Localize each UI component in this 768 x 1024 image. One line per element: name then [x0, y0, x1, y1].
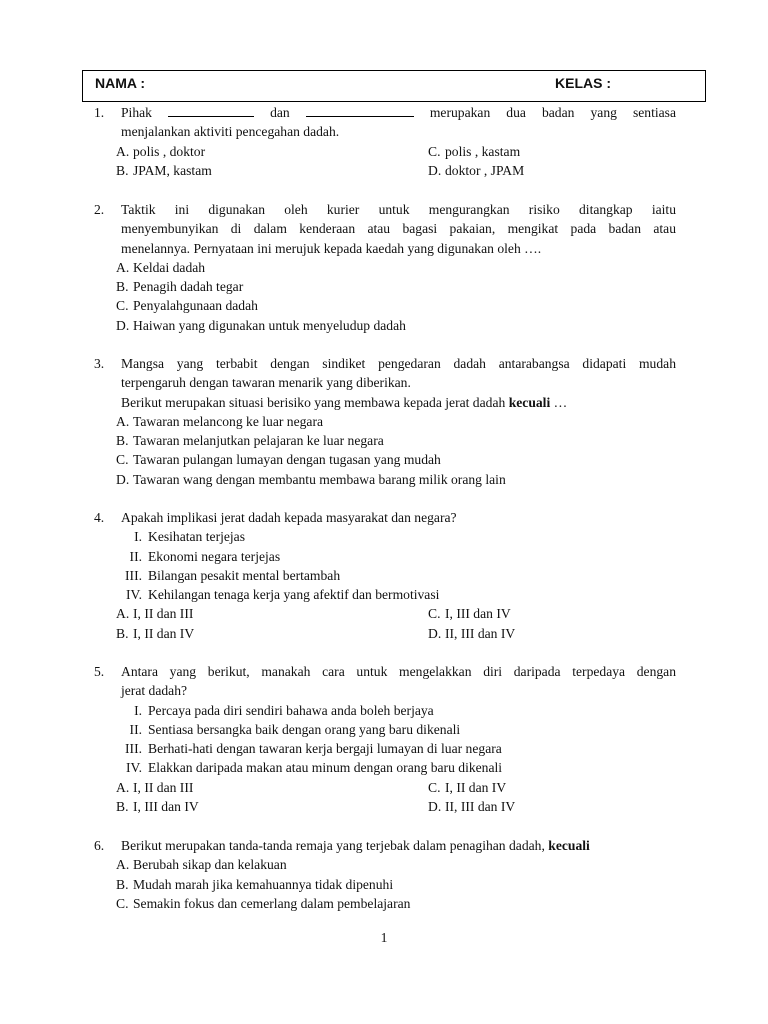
option-text: I, II dan IV	[445, 779, 507, 795]
option-text: Keldai dadah	[133, 259, 206, 275]
option-text: Tawaran melanjutkan pelajaran ke luar negara	[133, 433, 384, 449]
question-stem: menyembunyikan di dalam kenderaan atau bagasi pakaian, mengikat pada badan atau	[121, 221, 676, 237]
option-text: I, II dan III	[133, 779, 194, 795]
option-b[interactable]	[116, 875, 676, 894]
option-letter: C.	[116, 452, 129, 468]
question-stem	[121, 393, 676, 412]
student-info-box	[82, 70, 706, 102]
ellipsis: …	[553, 394, 568, 410]
question-number: 2.	[94, 202, 105, 217]
statement-item	[94, 701, 676, 720]
stem-text: dan	[270, 105, 290, 120]
question-stem	[121, 103, 676, 122]
option-text: Tawaran wang dengan membantu membawa barang milik orang lain	[133, 471, 506, 487]
option-d[interactable]	[116, 470, 676, 489]
question-stem: terpengaruh dengan tawaran menarik yang diberikan.	[121, 375, 411, 391]
option-letter: A.	[116, 779, 130, 795]
option-a[interactable]	[116, 258, 676, 277]
option-row	[94, 797, 676, 816]
option-b[interactable]	[116, 431, 676, 450]
option-text: Berubah sikap dan kelakuan	[133, 857, 287, 873]
roman-numeral: III.	[125, 567, 142, 583]
option-c[interactable]	[116, 296, 676, 315]
option-text: polis , doktor	[133, 143, 206, 159]
question-1	[94, 103, 676, 180]
option-letter: C.	[428, 779, 441, 795]
exception-keyword: kecuali	[548, 838, 590, 853]
question-stem: jerat dadah?	[121, 683, 188, 699]
question-stem	[121, 836, 676, 855]
name-label: NAMA :	[95, 75, 146, 91]
option-row	[94, 161, 676, 180]
option-text: Tawaran pulangan lumayan dengan tugasan yang mudah	[133, 452, 441, 468]
option-row	[94, 604, 676, 623]
option-text: II, III dan IV	[445, 799, 516, 815]
option-letter: B.	[116, 625, 129, 641]
option-text: JPAM, kastam	[133, 162, 212, 178]
option-text: Haiwan yang digunakan untuk menyeludup dadah	[133, 317, 406, 333]
option-row	[94, 142, 676, 161]
stem-text: Berikut merupakan tanda-tanda remaja yang terjebak dalam penagihan dadah,	[121, 838, 545, 853]
question-number: 1.	[94, 105, 105, 120]
option-text: polis , kastam	[445, 143, 521, 159]
statement-item	[94, 585, 676, 604]
statement-item	[94, 527, 676, 546]
question-stem: Antara yang berikut, manakah cara untuk mengelakkan diri daripada terpedaya dengan	[121, 664, 676, 679]
question-6	[94, 836, 676, 913]
option-text: Mudah marah jika kemahuannya tidak dipenuhi	[133, 876, 394, 892]
option-letter: A.	[116, 606, 130, 622]
option-row	[94, 624, 676, 643]
option-letter: A.	[116, 413, 130, 429]
statement-item	[94, 720, 676, 739]
option-letter: B.	[116, 162, 129, 178]
option-text: Tawaran melancong ke luar negara	[133, 413, 324, 429]
option-b[interactable]	[116, 277, 676, 296]
option-text: Penyalahgunaan dadah	[133, 298, 258, 314]
option-text: doktor , JPAM	[445, 162, 525, 178]
roman-list	[94, 527, 676, 604]
option-letter: A.	[116, 259, 130, 275]
stem-text: Berikut merupakan situasi berisiko yang membawa kepada jerat dadah	[121, 394, 506, 410]
option-letter: B.	[116, 279, 129, 295]
option-letter: D.	[116, 317, 130, 333]
option-c[interactable]	[116, 894, 676, 913]
option-letter: C.	[428, 606, 441, 622]
statement-text: Bilangan pesakit mental bertambah	[148, 567, 341, 583]
option-letter: D.	[428, 625, 442, 641]
option-letter: C.	[428, 143, 441, 159]
statement-item	[94, 547, 676, 566]
option-letter: A.	[116, 143, 130, 159]
question-number: 5.	[94, 664, 105, 679]
question-3	[94, 354, 676, 489]
statement-text: Percaya pada diri sendiri bahawa anda boleh berjaya	[148, 702, 434, 718]
question-5	[94, 662, 676, 816]
question-2	[94, 200, 676, 335]
question-stem: menelannya. Pernyataan ini merujuk kepada kaedah yang digunakan oleh ….	[121, 240, 542, 256]
option-letter: A.	[116, 857, 130, 873]
question-stem: Apakah implikasi jerat dadah kepada masyarakat dan negara?	[121, 510, 457, 525]
option-row	[94, 778, 676, 797]
page-number: 1	[380, 930, 388, 945]
option-text: I, II dan III	[133, 606, 194, 622]
option-letter: D.	[428, 799, 442, 815]
option-text: Penagih dadah tegar	[133, 279, 244, 295]
option-letter: B.	[116, 799, 129, 815]
statement-item	[94, 739, 676, 758]
statement-text: Elakkan daripada makan atau minum dengan orang baru dikenali	[148, 760, 503, 776]
roman-numeral: III.	[125, 741, 142, 757]
statement-text: Berhati-hati dengan tawaran kerja bergaji lumayan di luar negara	[148, 741, 502, 757]
option-text: II, III dan IV	[445, 625, 516, 641]
option-letter: C.	[116, 298, 129, 314]
answer-blank	[168, 104, 254, 117]
option-c[interactable]	[116, 450, 676, 469]
option-text: Semakin fokus dan cemerlang dalam pembelajaran	[133, 895, 411, 911]
option-d[interactable]	[116, 316, 676, 335]
stem-text: merupakan dua badan yang sentiasa	[429, 105, 676, 120]
stem-text: Pihak	[121, 105, 152, 120]
roman-numeral: I.	[134, 702, 142, 718]
statement-text: Kesihatan terjejas	[148, 529, 246, 545]
option-letter: C.	[116, 895, 129, 911]
statement-text: Kehilangan tenaga kerja yang afektif dan bermotivasi	[148, 587, 440, 603]
roman-numeral: II.	[129, 548, 142, 564]
question-number: 6.	[94, 838, 105, 853]
option-a[interactable]	[116, 855, 676, 874]
option-letter: B.	[116, 876, 129, 892]
option-letter: D.	[116, 471, 130, 487]
question-4	[94, 508, 676, 643]
roman-numeral: II.	[129, 721, 142, 737]
option-text: I, II dan IV	[133, 625, 195, 641]
option-letter: B.	[116, 433, 129, 449]
question-stem: menjalankan aktiviti pencegahan dadah.	[121, 124, 340, 140]
class-label: KELAS :	[555, 75, 611, 91]
question-stem: Taktik ini digunakan oleh kurier untuk mengurangkan risiko ditangkap iaitu	[121, 202, 676, 217]
roman-numeral: IV.	[126, 760, 142, 776]
roman-numeral: I.	[134, 529, 142, 545]
option-text: I, III dan IV	[133, 799, 199, 815]
question-number: 4.	[94, 510, 105, 525]
statement-text: Sentiasa bersangka baik dengan orang yang baru dikenali	[148, 721, 461, 737]
answer-blank	[306, 104, 414, 117]
option-letter: D.	[428, 162, 442, 178]
question-number: 3.	[94, 356, 105, 371]
statement-text: Ekonomi negara terjejas	[148, 548, 281, 564]
option-a[interactable]	[116, 412, 676, 431]
statement-item	[94, 758, 676, 777]
question-stem: Mangsa yang terbabit dengan sindiket pengedaran dadah antarabangsa didapati mudah	[121, 356, 676, 371]
exception-keyword: kecuali	[508, 394, 551, 410]
statement-item	[94, 566, 676, 585]
roman-numeral: IV.	[126, 587, 142, 603]
option-text: I, III dan IV	[445, 606, 511, 622]
roman-list	[94, 701, 676, 778]
